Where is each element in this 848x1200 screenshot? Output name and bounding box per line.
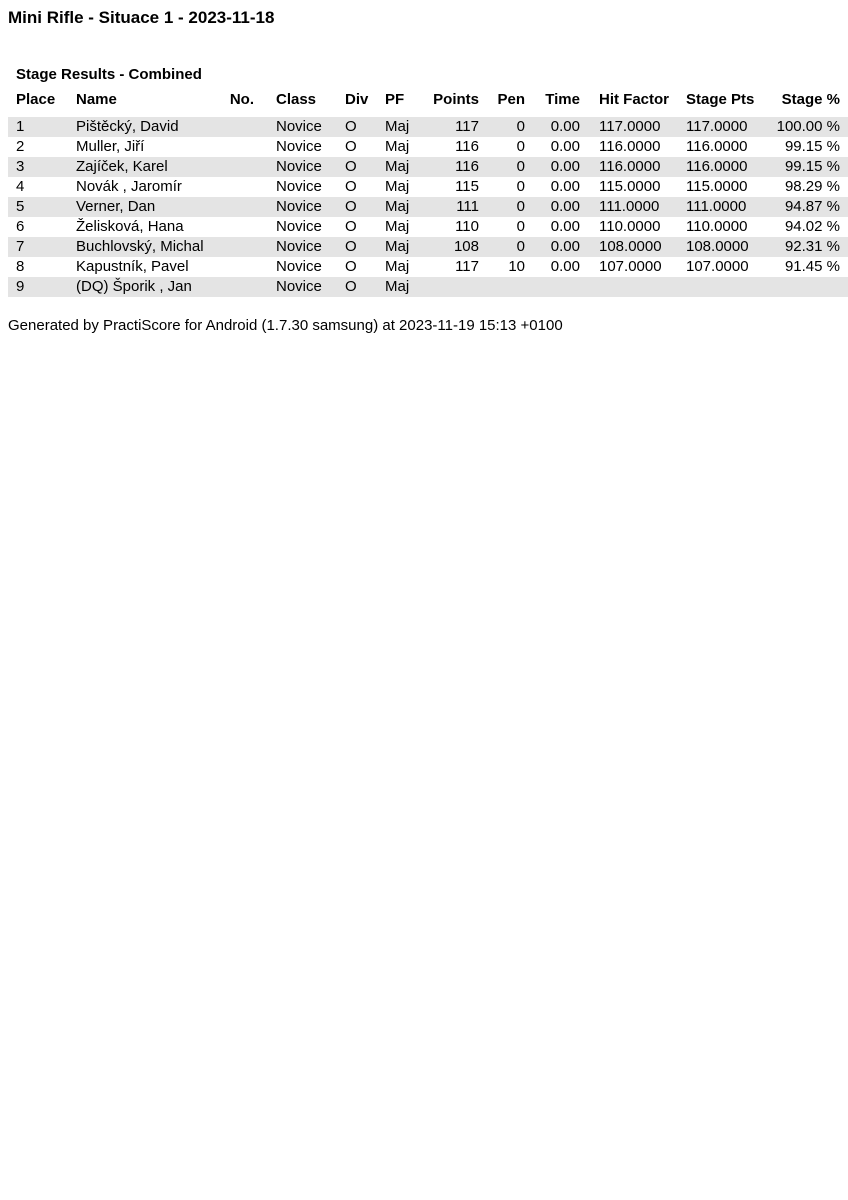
cell-pen: 0 (487, 117, 533, 137)
cell-hit_factor: 115.0000 (599, 178, 661, 195)
cell-name: Buchlovský, Michal (68, 237, 224, 257)
cell-name: Verner, Dan (68, 197, 224, 217)
cell-place: 2 (16, 138, 25, 155)
table-body (8, 117, 848, 297)
cell-class: Novice (276, 138, 322, 155)
cell-no (224, 217, 264, 237)
cell-hit_factor: 107.0000 (599, 258, 662, 275)
cell-time: 0.00 (550, 258, 580, 275)
cell-stage_pct: 92.31 % (762, 237, 848, 257)
cell-no (224, 237, 264, 257)
column-header-time: Time (545, 91, 580, 108)
cell-pf: Maj (376, 277, 422, 297)
column-header-points: Points (433, 91, 479, 108)
column-header-pf: PF (385, 91, 405, 108)
cell-name: Novák , Jaromír (76, 178, 182, 195)
cell-class: Novice (276, 258, 322, 275)
column-header-name: Name (76, 91, 117, 108)
cell-stage_pts: 116.0000 (675, 157, 762, 177)
cell-hit_factor: 116.0000 (588, 157, 675, 177)
cell-no (224, 117, 264, 137)
cell-pen: 0 (516, 138, 525, 155)
cell-no (224, 177, 264, 197)
cell-hit_factor: 111.0000 (588, 197, 675, 217)
cell-hit_factor: 117.0000 (588, 117, 675, 137)
cell-pen: 0 (487, 237, 533, 257)
cell-name: Želisková, Hana (76, 218, 184, 235)
cell-class: Novice (264, 237, 336, 257)
cell-pf: Maj (385, 258, 410, 275)
cell-no (224, 157, 264, 177)
section-title: Stage Results - Combined (16, 66, 202, 83)
cell-place: 6 (16, 218, 25, 235)
cell-place: 4 (16, 178, 25, 195)
cell-points (422, 277, 487, 297)
cell-no (224, 257, 264, 277)
cell-stage_pts: 110.0000 (686, 218, 748, 235)
cell-name: Muller, Jiří (76, 138, 145, 155)
cell-pen: 0 (516, 218, 525, 235)
cell-stage_pts: 117.0000 (675, 117, 762, 137)
column-header-stage_pct: Stage % (781, 91, 840, 108)
cell-time: 0.00 (550, 138, 580, 155)
table-row (8, 257, 848, 277)
cell-name: (DQ) Šporik , Jan (68, 277, 224, 297)
cell-hit_factor: 108.0000 (588, 237, 675, 257)
cell-stage_pts: 115.0000 (686, 178, 748, 195)
cell-div: O (336, 157, 376, 177)
column-header-div: Div (345, 91, 369, 108)
table-row (8, 277, 848, 297)
cell-points: 117 (455, 258, 479, 275)
cell-div: O (345, 218, 357, 235)
cell-name: Kapustník, Pavel (76, 258, 189, 275)
cell-div: O (336, 197, 376, 217)
cell-pf: Maj (376, 117, 422, 137)
cell-class: Novice (264, 197, 336, 217)
cell-pen: 0 (487, 197, 533, 217)
cell-stage_pts: 111.0000 (675, 197, 762, 217)
column-header-no: No. (229, 91, 254, 108)
cell-pen: 0 (516, 178, 525, 195)
cell-name: Zajíček, Karel (68, 157, 224, 177)
cell-pen: 0 (487, 157, 533, 177)
cell-place: 9 (8, 277, 68, 297)
cell-div: O (336, 237, 376, 257)
column-header-pen: Pen (497, 91, 525, 108)
cell-pf: Maj (385, 138, 410, 155)
cell-no (224, 137, 264, 157)
table-header-row (8, 88, 848, 117)
cell-pf: Maj (376, 197, 422, 217)
cell-points: 111 (422, 197, 487, 217)
cell-pen: 10 (508, 258, 525, 275)
cell-class: Novice (276, 218, 322, 235)
column-header-class: Class (276, 91, 317, 108)
cell-no (224, 277, 264, 297)
cell-div: O (336, 277, 376, 297)
cell-stage_pts: 107.0000 (686, 258, 749, 275)
cell-points: 116 (422, 157, 487, 177)
cell-time: 0.00 (550, 218, 580, 235)
cell-place: 5 (8, 197, 68, 217)
cell-stage_pct (762, 277, 848, 297)
cell-hit_factor (588, 277, 675, 297)
cell-stage_pct: 91.45 % (784, 258, 840, 275)
cell-time: 0.00 (550, 178, 580, 195)
cell-div: O (345, 258, 357, 275)
table-row (8, 217, 848, 237)
cell-stage_pts: 108.0000 (675, 237, 762, 257)
table-row (8, 197, 848, 217)
table-row (8, 237, 848, 257)
cell-pf: Maj (376, 157, 422, 177)
cell-points: 116 (455, 138, 479, 155)
cell-points: 108 (422, 237, 487, 257)
cell-stage_pts (675, 277, 762, 297)
cell-div: O (345, 178, 357, 195)
cell-place: 8 (16, 258, 25, 275)
cell-class: Novice (264, 157, 336, 177)
cell-pf: Maj (385, 178, 410, 195)
cell-stage_pct: 94.87 % (762, 197, 848, 217)
cell-place: 3 (8, 157, 68, 177)
table-row (8, 137, 848, 157)
cell-stage_pct: 99.15 % (784, 138, 840, 155)
cell-div: O (336, 117, 376, 137)
cell-div: O (345, 138, 357, 155)
cell-place: 7 (8, 237, 68, 257)
cell-stage_pct: 99.15 % (762, 157, 848, 177)
cell-pf: Maj (385, 218, 410, 235)
table-row (8, 177, 848, 197)
cell-time: 0.00 (533, 157, 588, 177)
table-row (8, 117, 848, 137)
cell-points: 110 (455, 218, 479, 235)
cell-class: Novice (264, 277, 336, 297)
cell-time: 0.00 (533, 197, 588, 217)
cell-pen (487, 277, 533, 297)
column-header-hit_factor: Hit Factor (599, 91, 670, 108)
cell-stage_pct: 100.00 % (762, 117, 848, 137)
column-header-stage_pts: Stage Pts (686, 91, 755, 108)
cell-points: 115 (455, 178, 479, 195)
table-row (8, 157, 848, 177)
column-header-place: Place (16, 91, 56, 108)
cell-no (224, 197, 264, 217)
stage-results-table (8, 88, 848, 297)
cell-class: Novice (276, 178, 322, 195)
cell-stage_pts: 116.0000 (686, 138, 748, 155)
cell-time (533, 277, 588, 297)
cell-place: 1 (8, 117, 68, 137)
cell-name: Pištěcký, David (68, 117, 224, 137)
cell-stage_pct: 98.29 % (784, 178, 840, 195)
cell-time: 0.00 (533, 117, 588, 137)
cell-points: 117 (422, 117, 487, 137)
cell-time: 0.00 (533, 237, 588, 257)
cell-pf: Maj (376, 237, 422, 257)
page-title: Mini Rifle - Situace 1 - 2023-11-18 (8, 8, 275, 27)
cell-hit_factor: 110.0000 (599, 218, 661, 235)
cell-class: Novice (264, 117, 336, 137)
cell-hit_factor: 116.0000 (599, 138, 661, 155)
cell-stage_pct: 94.02 % (784, 218, 840, 235)
generator-footer: Generated by PractiScore for Android (1.7.30 samsung) at 2023-11-19 15:13 +0100 (8, 317, 563, 334)
